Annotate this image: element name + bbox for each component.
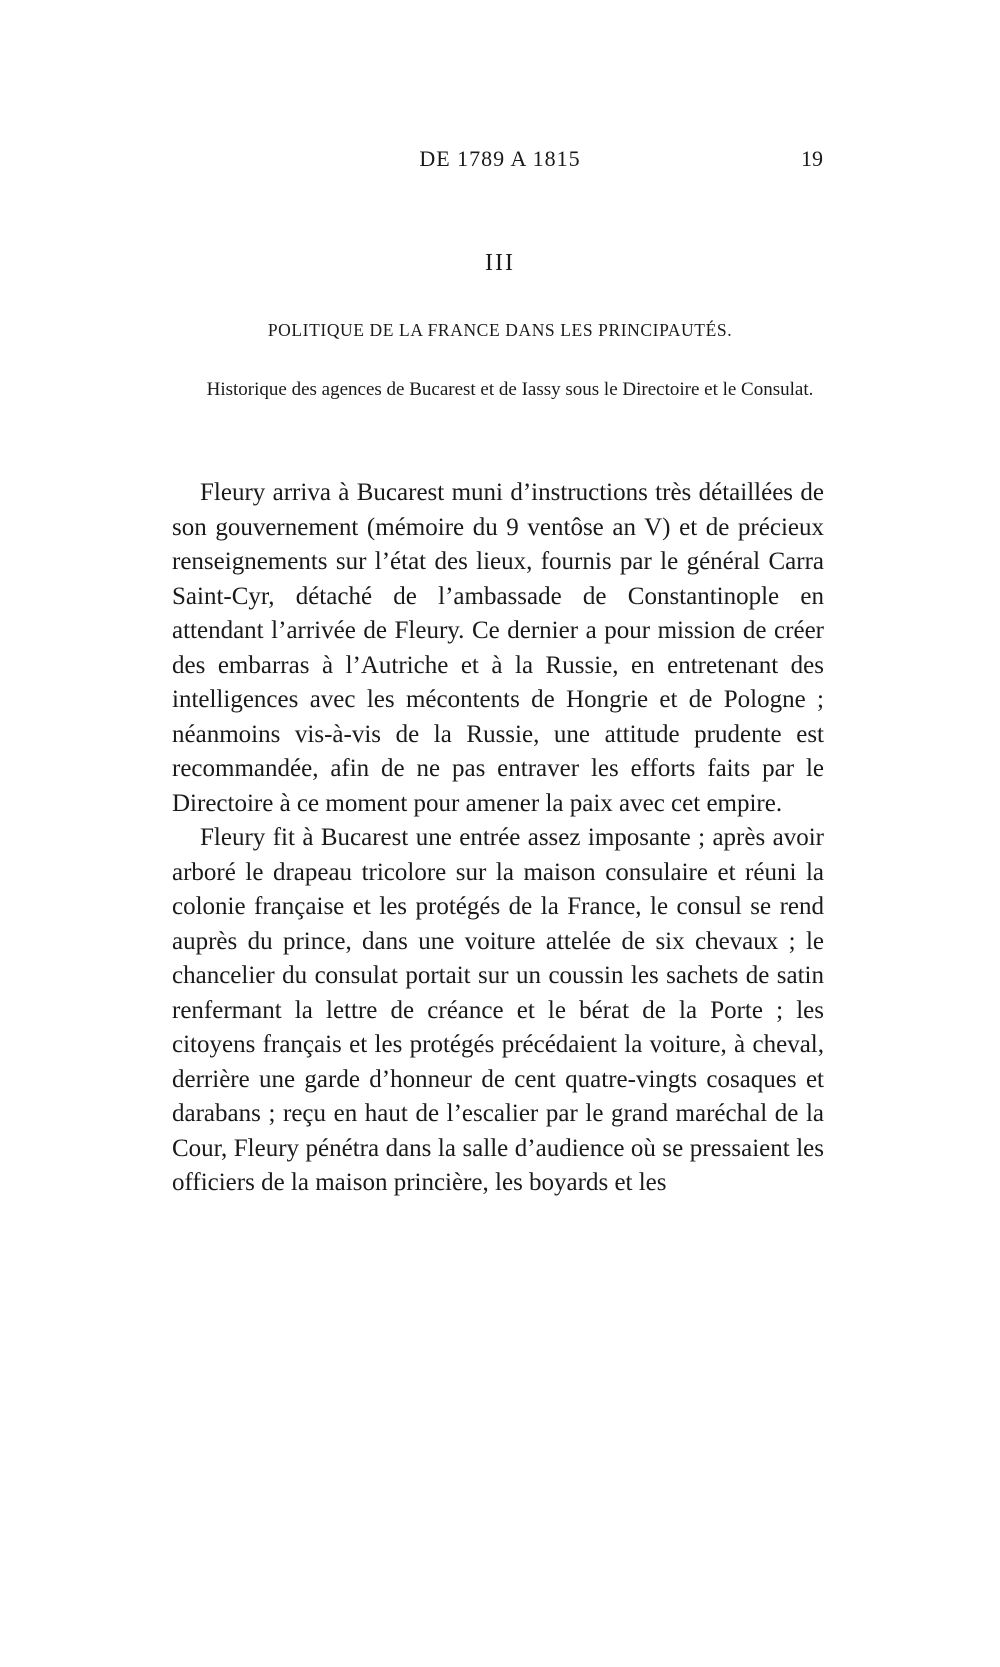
chapter-title: POLITIQUE DE LA FRANCE DANS LES PRINCIPAUTÉS. [267,320,733,340]
chapter-subtitle: Historique des agences de Bucarest et de Iassy sous le Directoire et le Consulat. [206,379,814,400]
paragraph: Fleury fit à Bucarest une entrée assez imposante ; après avoir arboré le drapeau tricolore sur la maison consulaire et réuni la colonie française et les protégés de la France, le consul se rend auprès du prince, dans une voiture attelée de six chevaux ; le chancelier du consulat portait sur un coussin les sachets de satin renfermant la lettre de créance et le bérat de la Porte ; les citoyens français et les protégés précédaient la voiture, à cheval, derrière une garde d’honneur de cent quatre-vingts cosaques et darabans ; reçu en haut de l’escalier par le grand maréchal de la Cour, Fleury pénétra dans la salle d’audience où se pressaient les officiers de la maison princière, les boyards et les [172,824,824,1196]
page-number: 19 [801,146,823,171]
paragraph: Fleury arriva à Bucarest muni d’instructions très détaillées de son gouvernement (mémoire du 9 ventôse an V) et de précieux renseignements sur l’état des lieux, fournis par le général Carra Saint-Cyr, détaché de l’ambassade de Constantinople en attendant l’arrivée de Fleury. Ce dernier a pour mission de créer des embarras à l’Autriche et à la Russie, en entretenant des intelligences avec les mécontents de Hongrie et de Pologne ; néanmoins vis-à-vis de la Russie, une attitude prudente est recommandée, afin de ne pas entraver les efforts faits par le Directoire à ce moment pour amener la paix avec cet empire. [172,479,824,817]
chapter-number: III [485,250,515,276]
running-title: DE 1789 A 1815 [419,146,581,171]
running-head [0,146,1000,176]
body-text [172,476,824,1201]
